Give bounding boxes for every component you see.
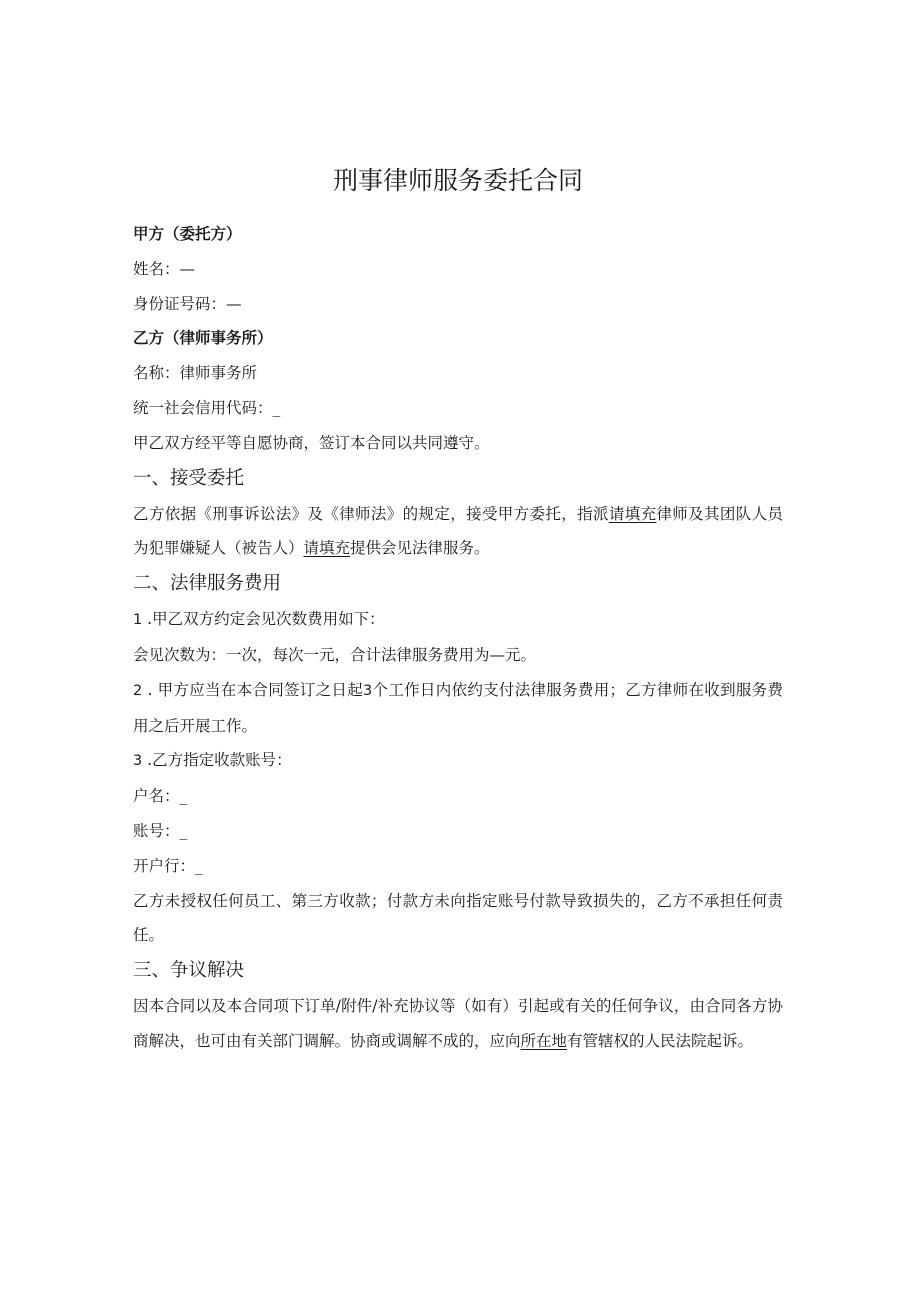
item-2-text-a: . 甲方应当在本合同签订之日起: [142, 680, 363, 699]
bank-name: 开户行：_: [133, 856, 203, 875]
section-1-text-c: 提供会见法律服务。: [350, 539, 490, 558]
item-1: [133, 602, 783, 638]
party-a-id: 身份证号码：—: [133, 294, 242, 313]
item-2-days: 3: [363, 682, 373, 699]
document-title: 刑事律师服务委托合同: [332, 166, 583, 195]
section-1-text: [133, 497, 783, 567]
section-1-heading: 一、接受委托: [133, 467, 245, 489]
item-3-number: 3: [133, 753, 143, 770]
item-2-text-b: 个工作日内依约支付法律服务费用；乙方律师在收到服务费用之后开展工作。: [133, 680, 783, 735]
fill-jurisdiction: 所在地: [520, 1031, 568, 1050]
item-1-text: .甲乙双方约定会见次数费用如下：: [142, 610, 385, 629]
section-2-heading: 二、法律服务费用: [133, 573, 282, 595]
party-b-name: 名称：律师事务所: [133, 364, 258, 383]
section-1-text-b: 律师及其团队人员为犯罪嫌疑人（被告人）: [133, 504, 783, 558]
item-3-text: .乙方指定收款账号：: [142, 751, 292, 770]
section-3-text-a: 因本合同以及本合同项下订单/附件/补充协议等（如有）引起或有关的任何争议，由合同各方协商解决，也可由有关部门调解。协商或调解不成的，应向: [133, 997, 783, 1050]
contract-body: [133, 165, 783, 1059]
fill-lawyer-name: 请填充: [608, 504, 657, 523]
account-number: 账号：_: [133, 821, 188, 840]
party-a-name: 姓名：—: [133, 259, 196, 278]
item-1-number: 1: [133, 612, 143, 629]
section-3-text-b: 有管辖权的人民法院起诉。: [567, 1031, 754, 1050]
account-name: 户名：_: [133, 787, 188, 806]
intro-text: 甲乙双方经平等自愿协商，签订本合同以共同遵守。: [133, 433, 490, 452]
meetings-line: 会见次数为：一次，每次一元，合计法律服务费用为—元。: [133, 645, 537, 664]
section-3-text: [133, 989, 783, 1059]
party-b-credit-code: 统一社会信用代码：_: [133, 398, 281, 417]
section-1-text-a: 乙方依据《刑事诉讼法》及《律师法》的规定，接受甲方委托，指派: [133, 504, 609, 523]
party-a-heading: 甲方（委托方）: [133, 224, 242, 243]
item-2-number: 2: [133, 682, 143, 699]
fill-suspect-name: 请填充: [303, 539, 351, 558]
party-b-heading: 乙方（律师事务所）: [133, 328, 273, 348]
section-3-heading: 三、争议解决: [133, 960, 245, 982]
item-3: [133, 743, 783, 779]
payment-note: 乙方未授权任何员工、第三方收款；付款方未向指定账号付款导致损失的，乙方不承担任何责任。: [133, 891, 783, 945]
item-2: [133, 673, 783, 744]
